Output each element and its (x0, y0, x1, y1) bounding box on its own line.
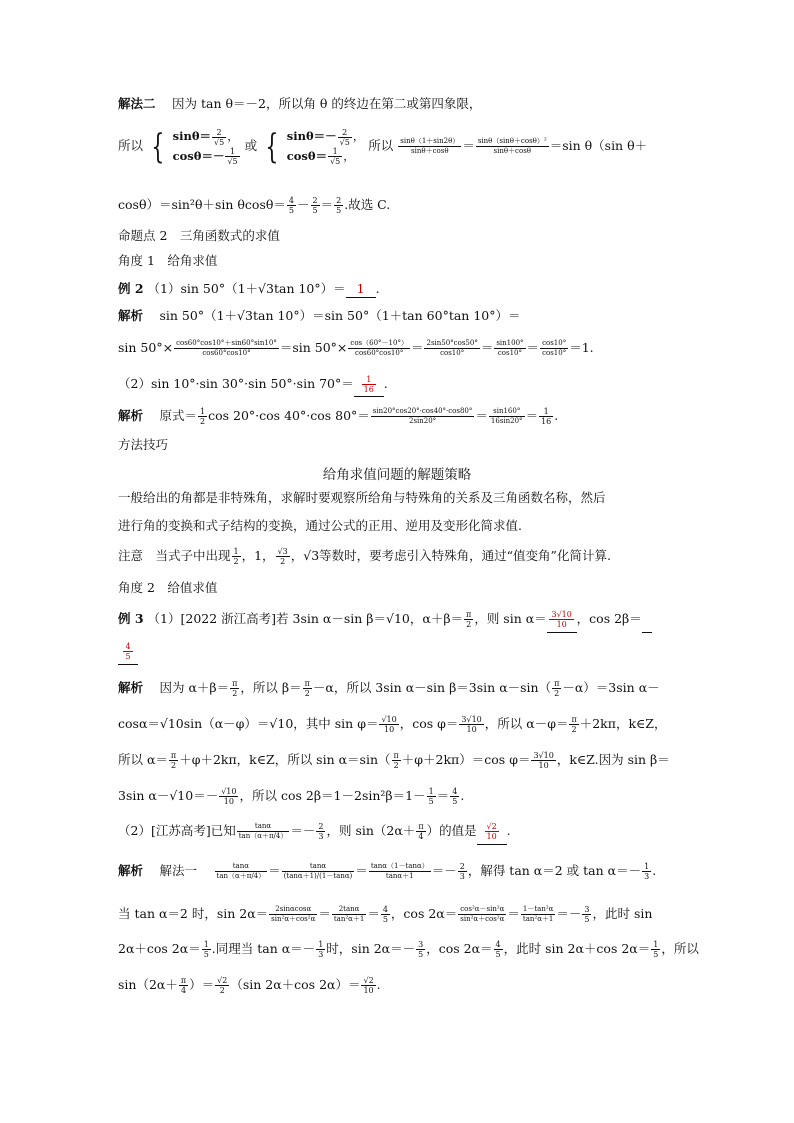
example3-label: 例 3 (118, 611, 144, 626)
cont1-line: cosθ）＝sin²θ＋sin θcosθ＝ $\frac{4}{5}$ － $\frac{2}{5}$ ＝ $\frac{2}{5}$ .故选 C. (118, 196, 391, 215)
solution-label: 解析 (118, 408, 144, 423)
strategy-paragraph-2: 进行角的变换和式子结构的变换，通过公式的正用、逆用及变形化简求值. (118, 518, 522, 533)
solution2a-line: 解析 sin 50°（1＋√3tan 10°）＝sin 50°（1＋tan 60°tan 10°）＝ (118, 308, 521, 323)
system-1: sinθ＝ $\frac{2}{√5}$ ， cosθ＝－ $\frac{1}{√5}$ (172, 127, 239, 166)
example3-answer-b-line (118, 638, 678, 664)
angle1-heading: 角度 1 给角求值 (118, 253, 218, 268)
systems-lead: 所以 (118, 138, 144, 153)
angle2-heading: 角度 2 给值求值 (118, 580, 218, 595)
method2-label: 解法二 (118, 96, 156, 111)
system-2: sinθ＝－ $\frac{2}{√5}$ ， cosθ＝ $\frac{1}{√5}$ ， (286, 127, 365, 166)
systems-line: 所以 { sinθ＝ $\frac{2}{√5}$ ， cosθ＝－ $\frac{1}{√5}$ 或 { sinθ＝－ $\frac{2}{√5}$ ， cosθ＝ $\frac{1}{√5}$ ， 所以 $\frac{\sin\theta(1+\sin 2\theta)}{\sin\theta+\cos\theta}$ ＝ $\frac{\text{sinθ（sinθ＋cosθ）²}}{\sin\theta+\cos\theta}$ ＝sin θ（sin θ＋ (118, 126, 648, 167)
example2-label: 例 2 (118, 281, 144, 296)
solution3e-line: sin（2α＋ $\frac{\pi}{4}$ ）＝ $\frac{√2}{2}$ （sin 2α＋cos 2α）＝ $\frac{√2}{10}$ . (118, 976, 381, 995)
solution2c-line: 解析 原式＝ $\frac{1}{2}$ cos 20°·cos 40°·cos 80°＝ $\frac{\sin 20^\circ\cos 20^\circ\cdot\cos 40^\circ\cdot\cos 80^\circ}{2\sin 20^\circ}$ ＝ $\frac{\sin 160^\circ}{16\sin 20^\circ}$ ＝ $\frac{1}{16}$ . (118, 407, 559, 426)
example3-answer-a: $\frac{3√10}{10}$ (551, 610, 572, 629)
solution3d-line: 2α＋cos 2α＝ $\frac{1}{5}$ .同理当 tan α＝－ $\frac{1}{3}$ 时，sin 2α＝－ $\frac{3}{5}$ ，cos 2α＝ $\frac{4}{5}$ ，此时 sin 2α＋cos 2α＝ $\frac{1}{5}$ ，所以 (118, 940, 699, 959)
example2-line: 例 2 （1）sin 50°（1＋√3tan 10°）＝ 1 . (118, 281, 380, 296)
solution-label: 解析 (118, 680, 144, 695)
example2b-line: （2）sin 10°·sin 30°·sin 50°·sin 70°＝ $\frac{1}{16}$ . (118, 372, 678, 396)
example3-line: 例 3 （1）[2022 浙江高考]若 3sin α－sin β＝√10，α＋β＝ $\frac{\pi}{2}$ ，则 sin α＝ $\frac{3√10}{10}$ ，cos 2β＝ (118, 606, 678, 632)
brace-icon: { (151, 126, 165, 167)
note-line: 注意 当式子中出现 $\frac{1}{2}$ ，1， $\frac{√3}{2}$ ，√3等数时，要考虑引入特殊角，通过“值变角”化简计算. (118, 547, 611, 566)
tips-label: 方法技巧 (118, 437, 169, 452)
example3b-line: （2）[江苏高考]已知 $\frac{\tan\alpha}{\tan(\alpha+\pi/4)}$ ＝－ $\frac{2}{3}$ ，则 sin（2α＋ $\frac{\pi}{4}$ ）的值是 $\frac{√2}{10}$ . (118, 818, 678, 844)
fraction: $\frac{\text{sinθ（sinθ＋cosθ）²}}{\sin\theta+\cos\theta}$ (477, 137, 547, 155)
brace-icon: { (265, 126, 279, 167)
example2-answer: 1 (346, 281, 376, 298)
systems-tail: ＝sin θ（sin θ＋ (549, 138, 648, 153)
topic-heading: 命题点 2 三角函数式的求值 (118, 228, 280, 243)
solution3-line1: 解析 因为 α＋β＝ $\frac{\pi}{2}$ ，所以 β＝ $\frac{\pi}{2}$ －α，所以 3sin α－sin β＝3sin α－sin（ $\frac{\pi}{2}$ －α）＝3sin α－ (118, 679, 660, 698)
solution3-line2: cosα＝√10sin（α－φ）＝√10，其中 sin φ＝ $\frac{√10}{10}$ ，cos φ＝ $\frac{3√10}{10}$ ，所以 α－φ＝ $\frac{\pi}{2}$ ＋2kπ，k∈Z， (118, 715, 667, 734)
solution-label: 解析 (118, 863, 144, 878)
strategy-paragraph-1: 一般给出的角都是非特殊角，求解时要观察所给角与特殊角的关系及三角函数名称，然后 (118, 490, 606, 505)
solution3-line4: 3sin α－√10＝－ $\frac{√10}{10}$ ，所以 cos 2β＝1－2sin²β＝1－ $\frac{1}{5}$ ＝ $\frac{4}{5}$ . (118, 787, 465, 806)
example3b-answer: $\frac{√2}{10}$ (486, 822, 497, 841)
example2b-answer: $\frac{1}{16}$ (363, 375, 374, 394)
solution3-line3: 所以 α＝ $\frac{\pi}{2}$ ＋φ＋2kπ，k∈Z，所以 sin α＝sin（ $\frac{\pi}{2}$ ＋φ＋2kπ）＝cos φ＝ $\frac{3√10}{10}$ ，k∈Z.因为 sin β＝ (118, 751, 670, 770)
or-text: 或 (244, 138, 258, 153)
method2-line (118, 96, 678, 112)
fraction: $\frac{\sin\theta(1+\sin 2\theta)}{\sin\theta+\cos\theta}$ (400, 137, 460, 155)
so-text: 所以 (368, 138, 394, 153)
method2-text: 因为 tan θ＝－2，所以角 θ 的终边在第二或第四象限， (172, 96, 482, 111)
solution3c-line: 当 tan α＝2 时，sin 2α＝ $\frac{2\sin\alpha\cos\alpha}{\text{sin²α＋cos²α}}$ ＝ $\frac{2\tan\alpha}{\text{tan²α＋1}}$ ＝ $\frac{4}{5}$ ，cos 2α＝ $\frac{\text{cos²α－sin²α}}{\text{sin²α＋cos²α}}$ ＝ $\frac{\text{1－tan²α}}{\text{tan²α＋1}}$ ＝－ $\frac{3}{5}$ ，此时 sin (118, 905, 653, 924)
example3-answer-b: $\frac{4}{5}$ (125, 642, 131, 661)
solution-label: 解析 (118, 308, 144, 323)
strategy-title: 给角求值问题的解题策略 (322, 467, 472, 483)
solution2b-line: sin 50°× $\frac{\cos 60^\circ\cos 10^\circ+\sin 60^\circ\sin 10^\circ}{\cos 60^\circ\cos 10^\circ}$ ＝sin 50°× $\frac{\cos(60^\circ-10^\circ)}{\cos 60^\circ\cos 10^\circ}$ ＝ $\frac{2\sin 50^\circ\cos 50^\circ}{\cos 10^\circ}$ ＝ $\frac{\sin 100^\circ}{\cos 10^\circ}$ ＝ $\frac{\cos 10^\circ}{\cos 10^\circ}$ ＝1. (118, 339, 594, 357)
solution3b-line: 解析 解法一 $\frac{\tan\alpha}{\tan(\alpha+\pi/4)}$ ＝ $\frac{\tan\alpha}{(\tan\alpha+1)/(1-\tan\alpha)}$ ＝ $\frac{\tan\alpha(1-\tan\alpha)}{\tan\alpha+1}$ ＝－ $\frac{2}{3}$ ，解得 tan α＝2 或 tan α＝－ $\frac{1}{3}$ . (118, 862, 657, 881)
